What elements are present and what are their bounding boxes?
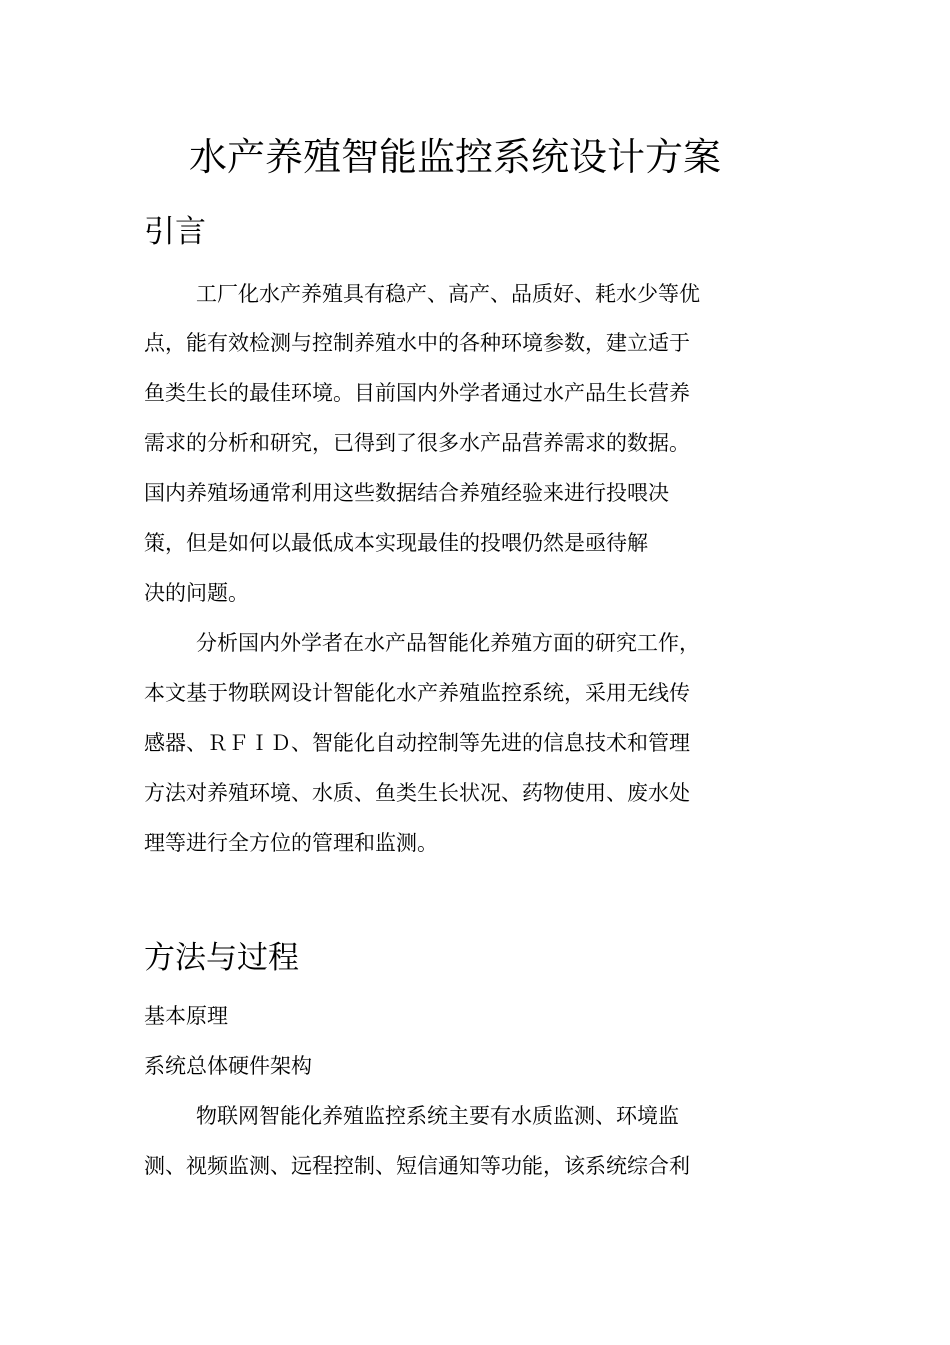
text-line: 策，但是如何以最低成本实现最佳的投喂仍然是亟待解 — [144, 531, 648, 555]
text-line: 工厂化水产养殖具有稳产、高产、品质好、耗水少等优 — [196, 282, 700, 306]
section-heading-method: 方法与过程 — [144, 940, 299, 976]
text-line: 方法对养殖环境、水质、鱼类生长状况、药物使用、废水处 — [144, 781, 690, 805]
text-line: 本文基于物联网设计智能化水产养殖监控系统，采用无线传 — [144, 681, 690, 705]
text-line: 需求的分析和研究，已得到了很多水产品营养需求的数据。 — [144, 431, 690, 455]
text-line: 鱼类生长的最佳环境。目前国内外学者通过水产品生长营养 — [144, 381, 690, 405]
text-line: 决的问题。 — [144, 581, 249, 605]
text-line: 感器、ＲＦＩＤ、智能化自动控制等先进的信息技术和管理 — [144, 731, 690, 755]
text-line: 测、视频监测、远程控制、短信通知等功能，该系统综合利 — [144, 1154, 690, 1178]
text-line: 物联网智能化养殖监控系统主要有水质监测、环境监 — [196, 1104, 679, 1128]
text-line: 分析国内外学者在水产品智能化养殖方面的研究工作， — [196, 631, 700, 655]
subheading-basic-principle: 基本原理 — [144, 1004, 228, 1028]
document-title: 水产养殖智能监控系统设计方案 — [188, 135, 721, 179]
text-line: 国内养殖场通常利用这些数据结合养殖经验来进行投喂决 — [144, 481, 669, 505]
section-heading-intro: 引言 — [144, 214, 206, 250]
text-line: 理等进行全方位的管理和监测。 — [144, 831, 438, 855]
text-line: 点，能有效检测与控制养殖水中的各种环境参数，建立适于 — [144, 331, 690, 355]
subheading-hardware-architecture: 系统总体硬件架构 — [144, 1054, 312, 1078]
